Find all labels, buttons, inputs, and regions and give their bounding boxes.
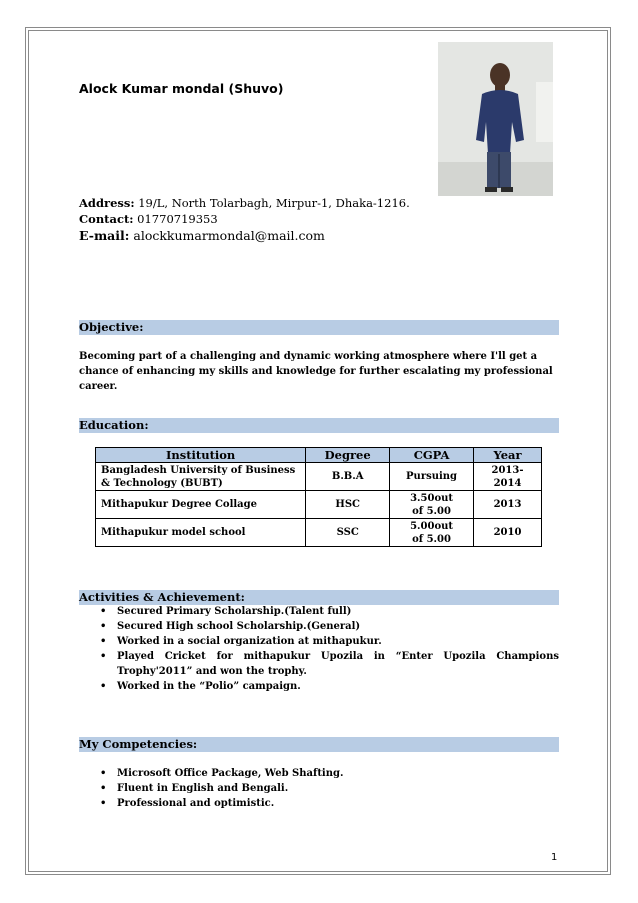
list-item: • Worked in a social organization at mithapukur.: [100, 636, 382, 647]
cgpa-cell: 5.00out of 5.00: [390, 519, 474, 547]
email-value: alockkumarmondal@mail.com: [133, 228, 325, 243]
activities-heading: Activities & Achievement:: [79, 590, 559, 605]
contact-line: [79, 212, 218, 226]
bullet-icon: •: [100, 651, 107, 662]
phone-value: 01770719353: [137, 212, 218, 226]
page-number: 1: [551, 852, 558, 863]
education-table-header: [96, 448, 542, 463]
table-row: [96, 519, 542, 547]
year-cell: 2010: [474, 519, 542, 547]
bullet-icon: •: [100, 681, 107, 692]
bullet-icon: •: [100, 798, 107, 809]
bullet-icon: •: [100, 768, 107, 779]
year-cell: 2013-2014: [474, 463, 542, 491]
col-degree: Degree: [306, 448, 390, 463]
email-line: [79, 228, 325, 243]
degree-cell: B.B.A: [306, 463, 390, 491]
address-line: [79, 196, 410, 210]
degree-cell: SSC: [306, 519, 390, 547]
profile-photo: [438, 42, 553, 196]
competencies-list: [79, 766, 559, 811]
bullet-icon: •: [100, 636, 107, 647]
contact-label: Contact:: [79, 212, 134, 226]
institution-cell: Mithapukur model school: [96, 519, 306, 547]
list-item: • Secured Primary Scholarship.(Talent full): [100, 606, 352, 617]
col-cgpa: CGPA: [390, 448, 474, 463]
education-table: [95, 447, 542, 547]
education-heading: Education:: [79, 418, 559, 433]
table-row: [96, 463, 542, 491]
bullet-icon: •: [100, 606, 107, 617]
list-item: • Worked in the “Polio” campaign.: [100, 681, 301, 692]
list-item: • Fluent in English and Bengali.: [100, 783, 289, 794]
list-item: • Secured High school Scholarship.(General): [100, 621, 361, 632]
list-item: • Played Cricket for mithapukur Upozila in “Enter Upozila Champions Trophy'2011” and won the trophy.: [100, 651, 559, 677]
institution-cell: Mithapukur Degree Collage: [96, 491, 306, 519]
bullet-icon: •: [100, 783, 107, 794]
bullet-icon: •: [100, 621, 107, 632]
person-photo-icon: [438, 42, 553, 196]
col-year: Year: [474, 448, 542, 463]
cgpa-cell: Pursuing: [390, 463, 474, 491]
competencies-heading: My Competencies:: [79, 737, 559, 752]
address-label: Address:: [79, 196, 135, 210]
candidate-name: Alock Kumar mondal (Shuvo): [79, 81, 284, 96]
activities-list: [79, 604, 559, 694]
cgpa-cell: 3.50out of 5.00: [390, 491, 474, 519]
year-cell: 2013: [474, 491, 542, 519]
degree-cell: HSC: [306, 491, 390, 519]
address-value: 19/L, North Tolarbagh, Mirpur-1, Dhaka-1216.: [138, 196, 410, 210]
list-item: • Microsoft Office Package, Web Shafting.: [100, 768, 344, 779]
email-label: E-mail:: [79, 228, 130, 243]
objective-text: Becoming part of a challenging and dynamic working atmosphere where I'll get a chance of enhancing my skills and knowledge for further escalating my professional career.: [79, 351, 553, 392]
list-item: • Professional and optimistic.: [100, 798, 275, 809]
table-row: [96, 491, 542, 519]
objective-heading: Objective:: [79, 320, 559, 335]
col-institution: Institution: [96, 448, 306, 463]
institution-cell: Bangladesh University of Business & Technology (BUBT): [96, 463, 306, 491]
